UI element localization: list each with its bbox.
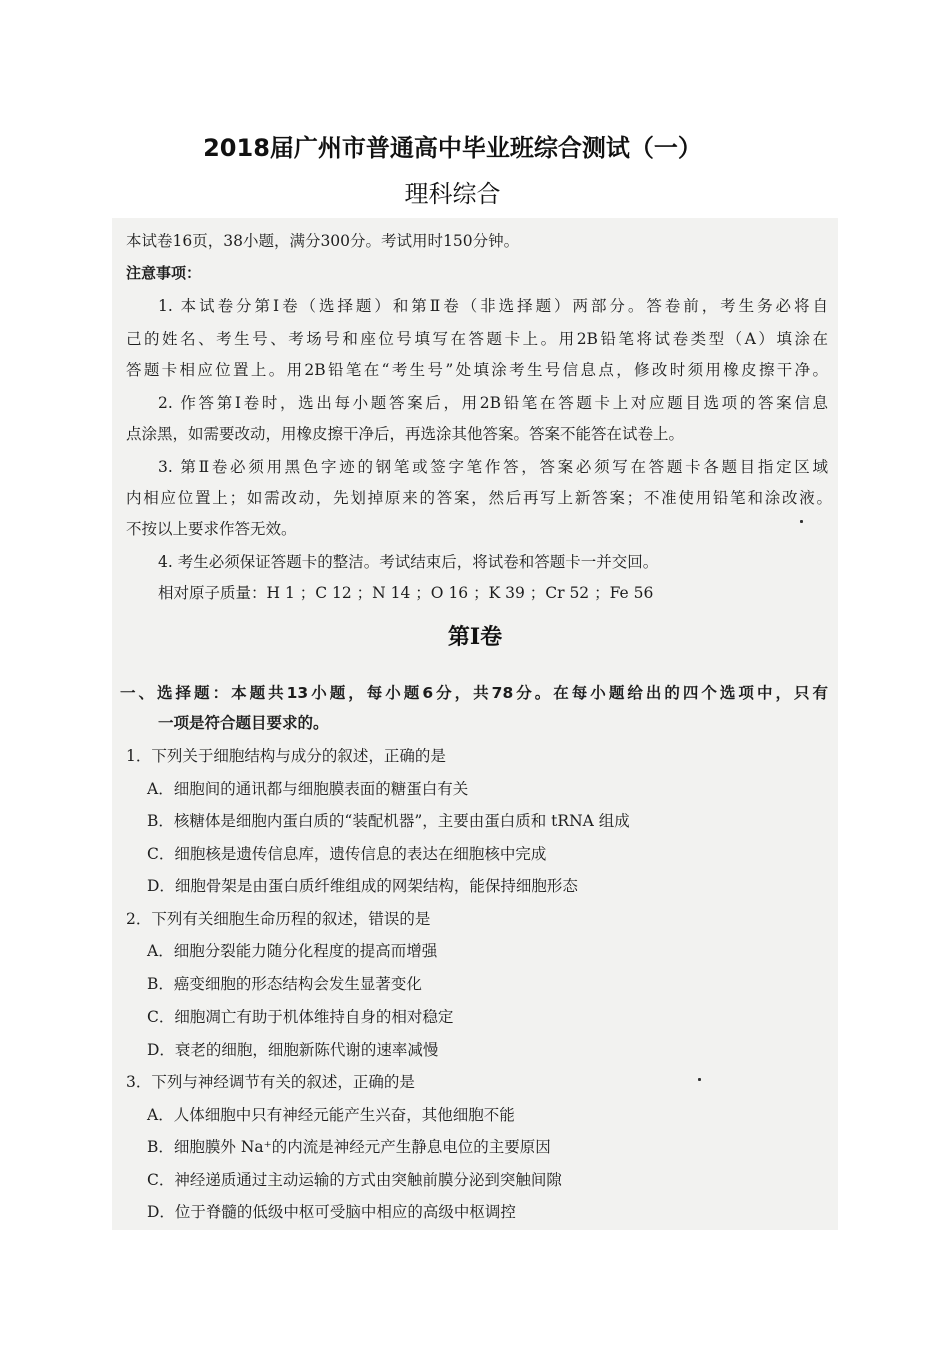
- intro-text: 本试卷16页，38小题，满分300分。考试用时150分钟。: [126, 232, 520, 250]
- atomic-mass-line: 相对原子质量：H 1 ；C 12 ；N 14 ；O 16 ；K 39 ；Cr 52 ；Fe 56: [158, 584, 654, 602]
- question-2-stem: 2．下列有关细胞生命历程的叙述，错误的是: [126, 910, 431, 928]
- exam-title: 2018届广州市普通高中毕业班综合测试（一）: [203, 134, 702, 162]
- note-4: 4. 考生必须保证答题卡的整洁。考试结束后，将试卷和答题卡一并交回。: [158, 553, 659, 571]
- question-3-option-b: B．细胞膜外 Na⁺的内流是神经元产生静息电位的主要原因: [147, 1138, 551, 1156]
- note-1-line-3: 答题卡相应位置上。用2B铅笔在“考生号”处填涂考生号信息点，修改时须用橡皮擦干净。: [126, 361, 828, 379]
- question-1-option-d: D．细胞骨架是由蛋白质纤维组成的网架结构，能保持细胞形态: [147, 877, 578, 895]
- question-2-option-d: D．衰老的细胞，细胞新陈代谢的速率减慢: [147, 1041, 439, 1059]
- note-3-line-2: 内相应位置上；如需改动，先划掉原来的答案，然后再写上新答案；不准使用铅笔和涂改液。: [126, 489, 832, 507]
- question-1-option-b: B．核糖体是细胞内蛋白质的“装配机器”，主要由蛋白质和 tRNA 组成: [147, 812, 630, 830]
- notes-heading: 注意事项：: [126, 264, 202, 282]
- question-1-option-a: A．细胞间的通讯都与细胞膜表面的糖蛋白有关: [147, 780, 469, 798]
- note-2-line-2: 点涂黑，如需要改动，用橡皮擦干净后，再选涂其他答案。答案不能答在试卷上。: [126, 425, 685, 443]
- question-3-option-a: A．人体细胞中只有神经元能产生兴奋，其他细胞不能: [147, 1106, 515, 1124]
- note-2-line-1: 2. 作答第Ⅰ卷时，选出每小题答案后，用2B铅笔在答题卡上对应题目选项的答案信息: [158, 394, 828, 412]
- question-2-option-b: B．癌变细胞的形态结构会发生显著变化: [147, 975, 422, 993]
- section-heading-line-2: 一项是符合题目要求的。: [158, 714, 329, 732]
- question-1-stem: 1．下列关于细胞结构与成分的叙述，正确的是: [126, 747, 446, 765]
- question-3-option-c: C．神经递质通过主动运输的方式由突触前膜分泌到突触间隙: [147, 1171, 562, 1189]
- note-3-line-3: 不按以上要求作答无效。: [126, 520, 297, 538]
- exam-subtitle: 理科综合: [404, 180, 501, 208]
- question-2-option-c: C．细胞凋亡有助于机体维持自身的相对稳定: [147, 1008, 454, 1026]
- question-1-option-c: C．细胞核是遗传信息库，遗传信息的表达在细胞核中完成: [147, 845, 547, 863]
- part-title: 第Ⅰ卷: [447, 624, 503, 650]
- section-heading-line-1: 一、选择题：本题共13小题，每小题6分，共78分。在每小题给出的四个选项中，只有: [120, 684, 828, 702]
- question-3-stem: 3．下列与神经调节有关的叙述，正确的是: [126, 1073, 415, 1091]
- note-3-line-1: 3. 第Ⅱ卷必须用黑色字迹的钢笔或签字笔作答，答案必须写在答题卡各题目指定区域: [158, 458, 828, 476]
- scan-speck: [698, 1078, 701, 1081]
- question-3-option-d: D．位于脊髓的低级中枢可受脑中相应的高级中枢调控: [147, 1203, 516, 1221]
- scan-speck: [800, 520, 803, 523]
- note-1-line-2: 己的姓名、考生号、考场号和座位号填写在答题卡上。用2B铅笔将试卷类型（A）填涂在: [126, 330, 828, 348]
- question-2-option-a: A．细胞分裂能力随分化程度的提高而增强: [147, 942, 438, 960]
- note-1-line-1: 1. 本试卷分第Ⅰ卷（选择题）和第Ⅱ卷（非选择题）两部分。答卷前，考生务必将自: [158, 297, 828, 315]
